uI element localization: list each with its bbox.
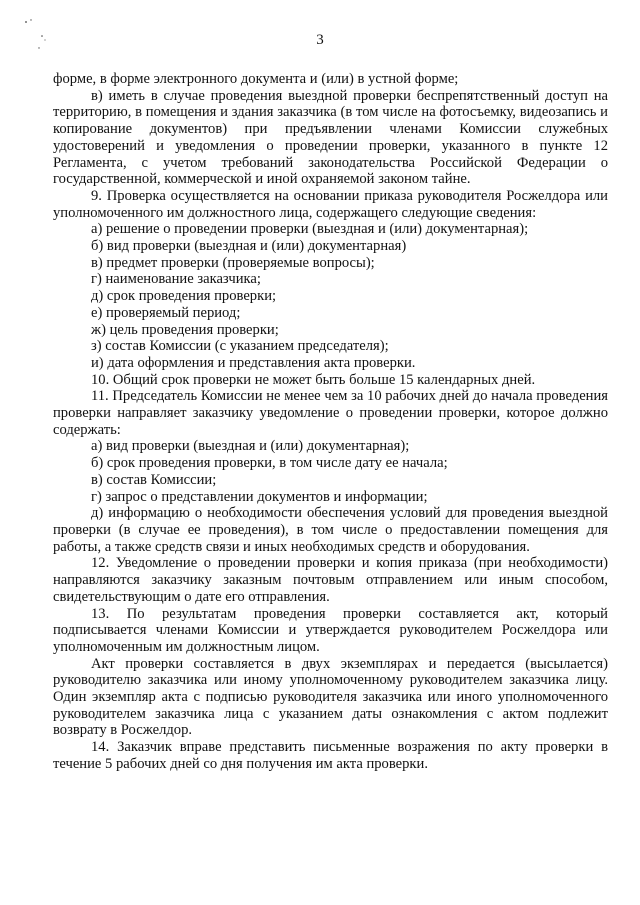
list-item-11g: г) запрос о представлении документов и информации; (91, 488, 428, 505)
paragraph-item-v-access: в) иметь в случае проведения выездной проверки беспрепятственный доступ на территорию, в помещения и здания заказчика (в том числе на фотосъемку, видеозапись и копирование документов) при предъявлении членами Комиссии служебных удостоверений и уведомления о проведении проверки, указанного в пункте 12 Регламента, с учетом требований законодательства Российской Федерации о государственной, коммерческой и иной охраняемой законом тайне. (53, 87, 608, 188)
list-item-11v: в) состав Комиссии; (91, 471, 217, 488)
list-item-9a: а) решение о проведении проверки (выездная и (или) документарная); (91, 221, 529, 238)
paragraph-continuation: форме, в форме электронного документа и (или) в устной форме; (53, 71, 459, 87)
list-item-11b: б) срок проведения проверки, в том числе дату ее начала; (91, 455, 448, 472)
paragraph-9: 9. Проверка осуществляется на основании приказа руководителя Росжелдора или уполномоченного им должностного лица, содержащего следующие сведения: (53, 187, 608, 221)
paragraph-13-act: Акт проверки составляется в двух экземплярах и передается (высылается) руководителю заказчика или иному уполномоченному руководителем заказчика лицу. Один экземпляр акта с подписью руководителя заказчика или иного уполномоченного руководителем заказчика лица с указанием даты ознакомления с актом подлежит возврату в Росжелдор. (53, 655, 608, 739)
list-item-11a: а) вид проверки (выездная и (или) документарная); (91, 438, 410, 455)
list-item-9b: б) вид проверки (выездная и (или) документарная) (91, 238, 407, 255)
list-item-11d: д) информацию о необходимости обеспечения условий для проведения выездной проверки (в случае ее проведения), в том числе о предоставлении помещения для работы, а также средств связи и иных необходимых средств и оборудования. (53, 505, 608, 555)
list-item-9e: е) проверяемый период; (91, 304, 241, 321)
list-item-9i: и) дата оформления и представления акта проверки. (91, 354, 416, 371)
paragraph-10: 10. Общий срок проверки не может быть больше 15 календарных дней. (91, 371, 536, 388)
document-body (53, 71, 608, 773)
paragraph-11: 11. Председатель Комиссии не менее чем за 10 рабочих дней до начала проведения проверки направляет заказчику уведомление о проведении проверки, которое должно содержать: (53, 388, 608, 438)
page-number: 3 (316, 32, 324, 48)
list-item-9v: в) предмет проверки (проверяемые вопросы); (91, 254, 375, 271)
paragraph-13: 13. По результатам проведения проверки составляется акт, который подписывается членами Комиссии и утверждается руководителем Росжелдора или уполномоченным им должностным лицом. (53, 605, 608, 655)
paragraph-14: 14. Заказчик вправе представить письменные возражения по акту проверки в течение 5 рабочих дней со дня получения им акта проверки. (53, 739, 608, 772)
list-item-9zh: ж) цель проведения проверки; (91, 321, 279, 338)
list-item-9z: з) состав Комиссии (с указанием председателя); (91, 338, 389, 355)
paragraph-12: 12. Уведомление о проведении проверки и копия приказа (при необходимости) направляются заказчику заказным почтовым отправлением или иным способом, свидетельствующим о дате его отправления. (53, 555, 608, 605)
list-item-9g: г) наименование заказчика; (91, 271, 261, 288)
list-item-9d: д) срок проведения проверки; (91, 288, 277, 305)
